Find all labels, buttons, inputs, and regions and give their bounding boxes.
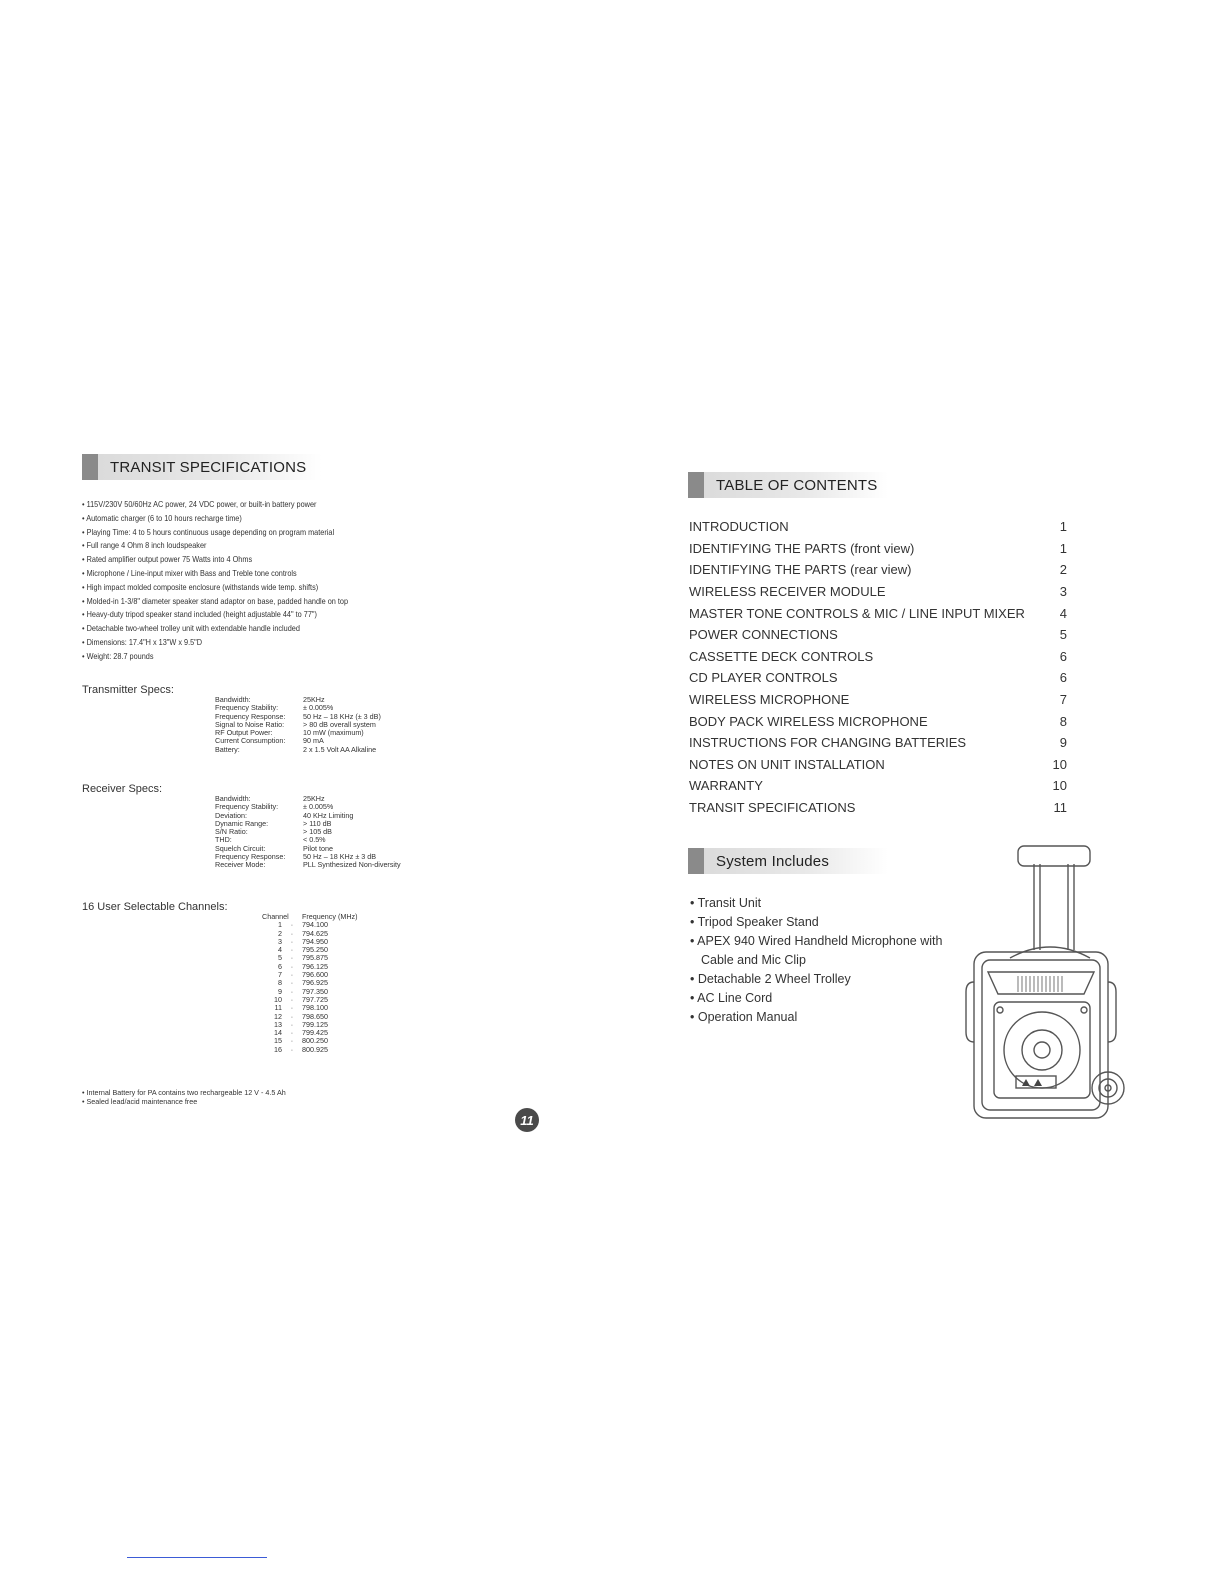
toc-entry-label: WIRELESS RECEIVER MODULE [689, 584, 886, 600]
spec-value: > 80 dB overall system [303, 719, 376, 729]
spec-value: 50 Hz – 18 KHz (± 3 dB) [303, 711, 381, 721]
speaker-trolley-illustration [960, 842, 1126, 1126]
included-item: • Transit Unit [690, 894, 951, 913]
channel-number: 7 [278, 970, 282, 980]
toc-entry-label: INSTRUCTIONS FOR CHANGING BATTERIES [689, 735, 967, 751]
channel-frequency: 799.125 [302, 1019, 328, 1029]
toc-entry-label: CD PLAYER CONTROLS [689, 670, 838, 686]
link-underline [127, 1557, 267, 1558]
channel-rows [262, 921, 362, 1054]
system-includes-heading [688, 848, 888, 874]
channel-frequency: 797.725 [302, 994, 328, 1004]
channel-frequency: 798.100 [302, 1003, 328, 1013]
system-includes-title: System Includes [716, 852, 830, 870]
channel-number: 2 [278, 928, 282, 938]
spec-label: Current Consumption: [215, 736, 286, 746]
separator: · [290, 1028, 294, 1038]
included-item: • Detachable 2 Wheel Trolley [690, 970, 951, 989]
separator: · [290, 961, 294, 971]
separator: · [290, 1044, 294, 1054]
spec-value: PLL Synthesized Non-diversity [303, 860, 401, 870]
channel-column-header: Channel [262, 912, 289, 921]
toc-entry-page: 1 [1059, 540, 1067, 556]
spec-value: Pilot tone [303, 843, 333, 853]
spec-item: • Microphone / Line-input mixer with Bass and Treble tone controls [82, 567, 348, 581]
spec-value: 50 Hz – 18 KHz ± 3 dB [303, 852, 377, 862]
included-item: • APEX 940 Wired Handheld Microphone with Cable and Mic Clip [690, 932, 951, 970]
channel-frequency: 799.425 [302, 1028, 328, 1038]
heading-marker [82, 454, 98, 480]
specifications-heading [82, 454, 322, 480]
channel-number: 4 [278, 945, 282, 955]
toc-entry [689, 538, 1067, 560]
channel-number: 16 [274, 1044, 282, 1054]
heading-marker [688, 848, 704, 874]
spec-item: • Dimensions: 17.4"H x 13"W x 9.5"D [82, 636, 348, 650]
toc-entry-label: POWER CONNECTIONS [689, 627, 838, 643]
toc-entry [689, 689, 1067, 711]
channel-frequency: 797.350 [302, 986, 328, 996]
receiver-specs-table [215, 795, 401, 870]
channel-number: 10 [274, 994, 282, 1004]
spec-row [215, 746, 381, 754]
toc-entry-label: NOTES ON UNIT INSTALLATION [689, 756, 885, 772]
spec-label: S/N Ratio: [215, 827, 248, 837]
toc-entry-page: 1 [1059, 519, 1067, 535]
spec-item: • Playing Time: 4 to 5 hours continuous usage depending on program material [82, 526, 348, 540]
toc-entry-page: 10 [1052, 778, 1067, 794]
toc-entry-page: 10 [1052, 756, 1067, 772]
spec-item: • Weight: 28.7 pounds [82, 650, 348, 664]
system-includes-list [690, 894, 951, 1027]
spec-label: THD: [215, 835, 232, 845]
receiver-specs-title: Receiver Specs: [82, 783, 163, 795]
toc-entry [689, 667, 1067, 689]
toc-entry [689, 775, 1067, 797]
channel-number: 1 [278, 920, 282, 930]
heading-marker [688, 472, 704, 498]
spec-item: • Automatic charger (6 to 10 hours recharge time) [82, 512, 348, 526]
spec-row [215, 861, 401, 869]
channel-frequency: 794.950 [302, 936, 328, 946]
toc-entry [689, 754, 1067, 776]
toc-entry [689, 516, 1067, 538]
toc-entry [689, 732, 1067, 754]
toc-entry-page: 9 [1059, 735, 1067, 751]
channel-number: 6 [278, 961, 282, 971]
toc-entry [689, 624, 1067, 646]
channel-number: 15 [274, 1036, 282, 1046]
spec-value: 25KHz [303, 794, 325, 803]
toc-entry-label: TRANSIT SPECIFICATIONS [689, 800, 856, 816]
toc-entry-page: 5 [1059, 627, 1067, 643]
toc-heading [688, 472, 888, 498]
toc-entry-page: 2 [1059, 562, 1067, 578]
separator: · [290, 970, 294, 980]
toc-entry-page: 6 [1059, 648, 1067, 664]
separator: · [290, 920, 294, 930]
spec-label: Dynamic Range: [215, 818, 269, 828]
spec-value: > 110 dB [303, 818, 332, 828]
spec-value: ± 0.005% [303, 703, 334, 713]
separator: · [290, 986, 294, 996]
toc-entry [689, 581, 1067, 603]
spec-value: < 0.5% [303, 835, 326, 845]
spec-label: Deviation: [215, 810, 247, 820]
separator: · [290, 1003, 294, 1013]
channel-number: 13 [274, 1019, 282, 1029]
channel-number: 9 [278, 986, 282, 996]
channel-row [262, 1046, 362, 1054]
channel-frequency: 794.625 [302, 928, 328, 938]
toc-entry-page: 8 [1059, 713, 1067, 729]
spec-item: • Detachable two-wheel trolley unit with extendable handle included [82, 622, 348, 636]
channel-number: 8 [278, 978, 282, 988]
channel-number: 3 [278, 936, 282, 946]
spec-label: RF Output Power: [215, 728, 273, 738]
channel-frequency: 795.875 [302, 953, 328, 963]
transmitter-specs-title: Transmitter Specs: [82, 684, 174, 696]
toc-entry-label: BODY PACK WIRELESS MICROPHONE [689, 713, 928, 729]
toc-entry-label: INTRODUCTION [689, 519, 789, 535]
specifications-list [82, 498, 348, 664]
separator: · [290, 953, 294, 963]
separator: · [290, 936, 294, 946]
channel-number: 12 [274, 1011, 282, 1021]
toc-entry-label: WIRELESS MICROPHONE [689, 692, 850, 708]
channel-frequency: 794.100 [302, 920, 328, 930]
separator: · [290, 978, 294, 988]
spec-item: • Rated amplifier output power 75 Watts into 4 Ohms [82, 553, 348, 567]
specifications-title: TRANSIT SPECIFICATIONS [110, 458, 307, 476]
toc-entry-page: 6 [1059, 670, 1067, 686]
separator: · [290, 994, 294, 1004]
spec-label: Bandwidth: [215, 794, 251, 803]
channel-number: 14 [274, 1028, 282, 1038]
table-of-contents [689, 516, 1067, 818]
spec-item: • High impact molded composite enclosure (withstands wide temp. shifts) [82, 581, 348, 595]
toc-entry-label: IDENTIFYING THE PARTS (rear view) [689, 562, 912, 578]
channel-frequency: 800.925 [302, 1044, 328, 1054]
battery-footnotes [82, 1089, 286, 1106]
included-item: • AC Line Cord [690, 989, 951, 1008]
channel-frequency: 798.650 [302, 1011, 328, 1021]
channel-frequency: 796.600 [302, 970, 328, 980]
included-item: • Operation Manual [690, 1008, 951, 1027]
spec-label: Receiver Mode: [215, 860, 266, 870]
frequency-column-header: Frequency (MHz) [302, 912, 358, 921]
separator: · [290, 1019, 294, 1029]
toc-entry-page: 11 [1053, 800, 1067, 816]
toc-entry [689, 646, 1067, 668]
toc-entry [689, 602, 1067, 624]
channel-frequency: 800.250 [302, 1036, 328, 1046]
spec-label: Frequency Stability: [215, 703, 279, 713]
footnote: • Internal Battery for PA contains two rechargeable 12 V - 4.5 Ah [82, 1089, 286, 1098]
toc-entry [689, 710, 1067, 732]
separator: · [290, 928, 294, 938]
channels-table [262, 913, 362, 1054]
channels-title: 16 User Selectable Channels: [82, 901, 228, 913]
spec-item: • 115V/230V 50/60Hz AC power, 24 VDC power, or built-in battery power [82, 498, 348, 512]
toc-entry-page: 4 [1059, 605, 1067, 621]
channel-frequency: 795.250 [302, 945, 328, 955]
toc-entry [689, 797, 1067, 819]
spec-value: 10 mW (maximum) [303, 728, 364, 738]
spec-value: 90 mA [303, 736, 324, 746]
toc-entry-page: 7 [1059, 692, 1067, 708]
toc-entry-label: CASSETTE DECK CONTROLS [689, 648, 874, 664]
spec-label: Frequency Response: [215, 852, 286, 862]
spec-item: • Heavy-duty tripod speaker stand included (height adjustable 44" to 77") [82, 608, 348, 622]
spec-item: • Full range 4 Ohm 8 inch loudspeaker [82, 539, 348, 553]
separator: · [290, 945, 294, 955]
separator: · [290, 1011, 294, 1021]
spec-value: 25KHz [303, 695, 325, 704]
channel-frequency: 796.125 [302, 961, 328, 971]
spec-label: Battery: [215, 744, 240, 754]
spec-item: • Molded-in 1-3/8" diameter speaker stand adaptor on base, padded handle on top [82, 595, 348, 609]
toc-entry-label: MASTER TONE CONTROLS & MIC / LINE INPUT MIXER [689, 605, 1025, 621]
toc-entry-label: IDENTIFYING THE PARTS (front view) [689, 540, 915, 556]
spec-value: ± 0.005% [303, 802, 334, 812]
spec-label: Frequency Stability: [215, 802, 279, 812]
transmitter-specs-table [215, 696, 381, 754]
spec-value: 40 KHz Limiting [303, 810, 354, 820]
included-item: • Tripod Speaker Stand [690, 913, 951, 932]
channel-number: 5 [278, 953, 282, 963]
page-number-badge: 11 [515, 1108, 539, 1132]
toc-entry [689, 559, 1067, 581]
toc-entry-page: 3 [1059, 584, 1067, 600]
footnote: • Sealed lead/acid maintenance free [82, 1098, 286, 1107]
spec-value: 2 x 1.5 Volt AA Alkaline [303, 744, 377, 754]
separator: · [290, 1036, 294, 1046]
toc-entry-label: WARRANTY [689, 778, 763, 794]
channel-number: 11 [274, 1003, 282, 1013]
channel-frequency: 796.925 [302, 978, 328, 988]
spec-label: Squelch Circuit: [215, 843, 266, 853]
toc-title: TABLE OF CONTENTS [716, 476, 878, 494]
spec-label: Frequency Response: [215, 711, 286, 721]
spec-label: Signal to Noise Ratio: [215, 719, 285, 729]
spec-label: Bandwidth: [215, 695, 251, 704]
spec-value: > 105 dB [303, 827, 332, 837]
